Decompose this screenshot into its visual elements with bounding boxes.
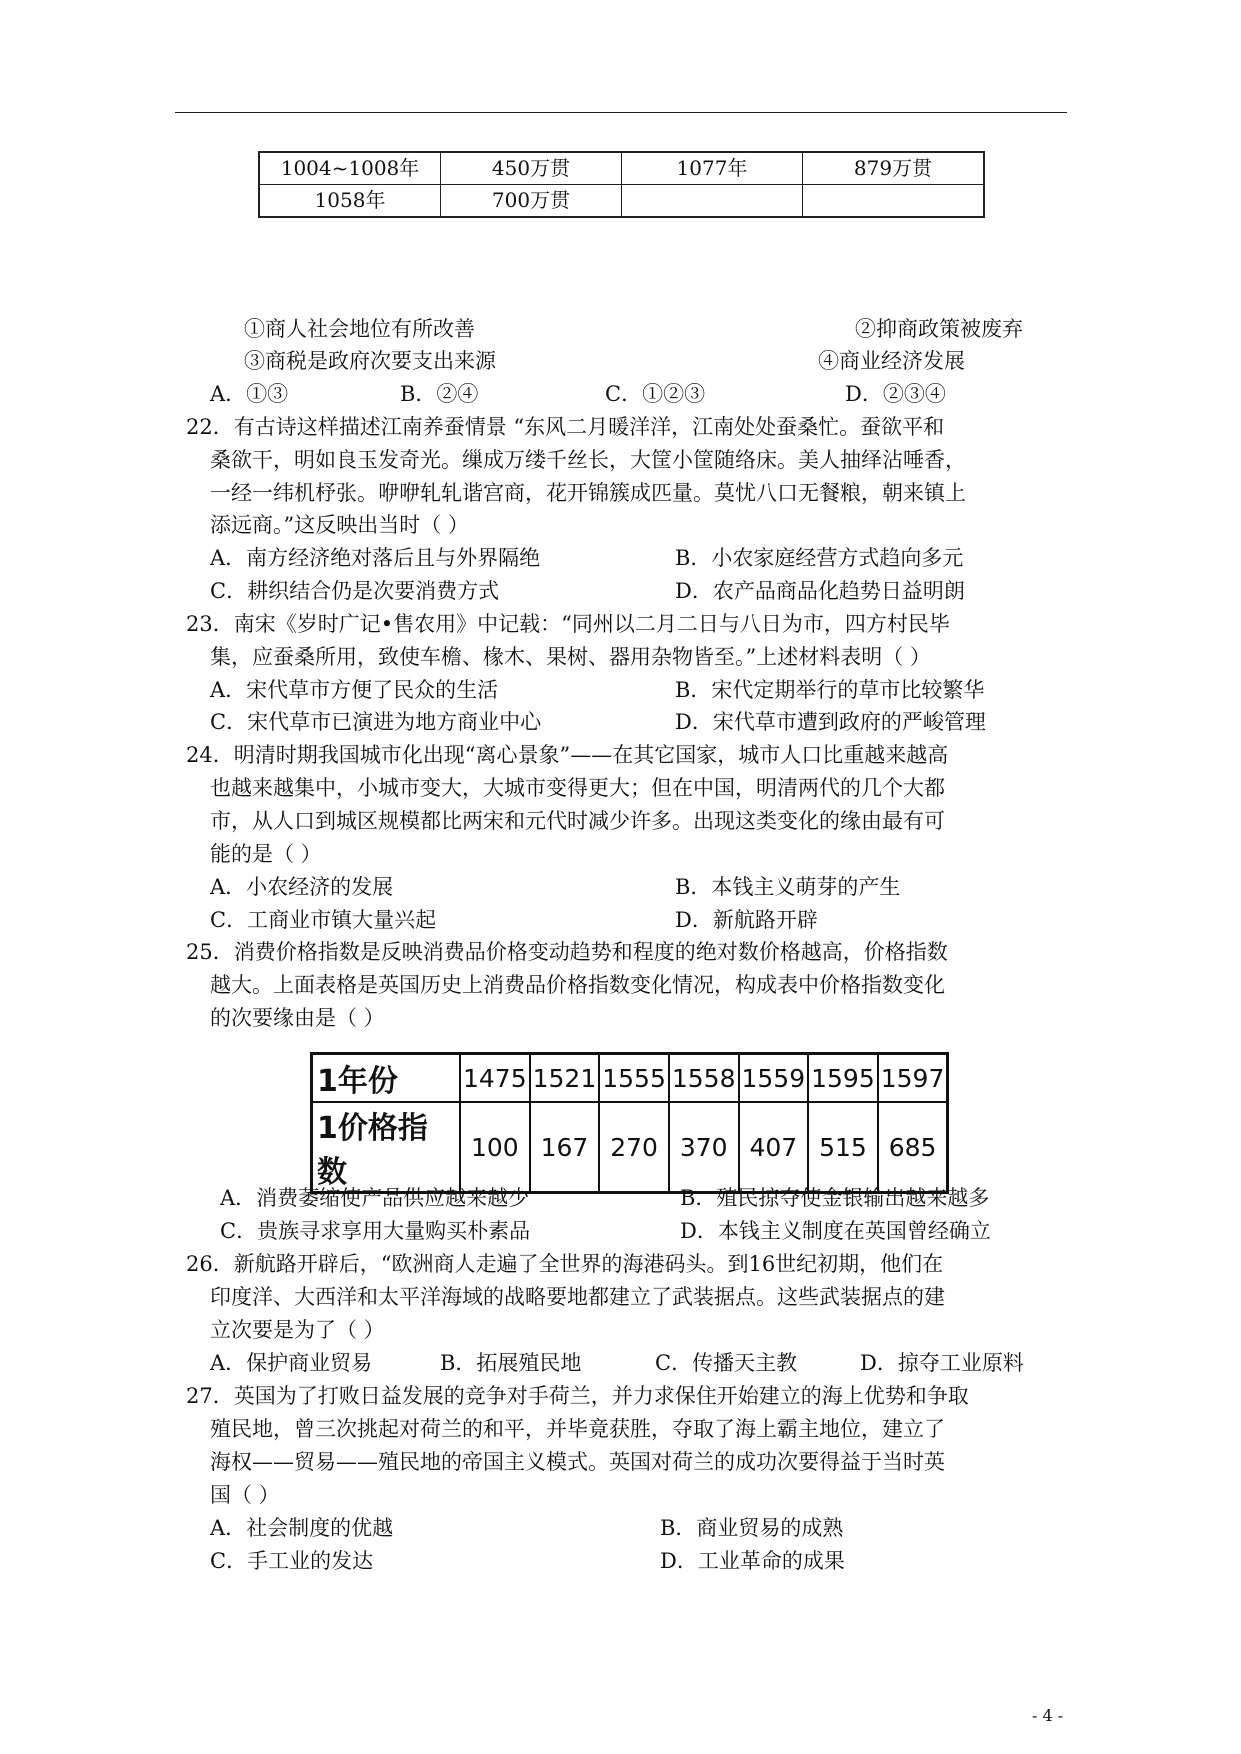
q24-option-d: D．新航路开辟 bbox=[675, 908, 818, 932]
q22-line: 桑欲干，明如良玉发奇光。缫成万缕千丝长，大筐小筐随络床。美人抽绎沾唾香， bbox=[210, 448, 966, 472]
q27-line: 国（ ） bbox=[210, 1483, 280, 1507]
q25-option-c: C．贵族寻求享用大量购买朴素品 bbox=[220, 1219, 531, 1243]
table-cell: 1597 bbox=[878, 1054, 948, 1103]
table-cell: 1558 bbox=[669, 1054, 739, 1103]
table-cell: 1555 bbox=[599, 1054, 669, 1103]
q27-option-d: D．工业革命的成果 bbox=[660, 1549, 845, 1573]
q27-option-b: B．商业贸易的成熟 bbox=[660, 1516, 844, 1540]
q26-line: 立次要是为了（ ） bbox=[210, 1318, 385, 1342]
q22-option-c: C．耕织结合仍是次要消费方式 bbox=[210, 579, 500, 603]
q24-line: 也越来越集中，小城市变大，大城市变得更大；但在中国，明清两代的几个大都 bbox=[210, 776, 945, 800]
table-cell bbox=[803, 185, 985, 218]
q27-line: 海权——贸易——殖民地的帝国主义模式。英国对荷兰的成功次要得益于当时英 bbox=[210, 1450, 945, 1474]
table-cell: 685 bbox=[878, 1102, 948, 1193]
page-number: - 4 - bbox=[1032, 1706, 1064, 1725]
q27-option-c: C．手工业的发达 bbox=[210, 1549, 374, 1573]
q21-item-4: ④商业经济发展 bbox=[818, 349, 965, 373]
q23-option-c: C．宋代草市已演进为地方商业中心 bbox=[210, 710, 542, 734]
q23-option-a: A．宋代草市方便了民众的生活 bbox=[210, 678, 499, 702]
table-cell: 370 bbox=[669, 1102, 739, 1193]
q21-item-2: ②抑商政策被废弃 bbox=[855, 317, 1023, 341]
q21-option-b: B．②④ bbox=[400, 382, 479, 406]
q26-option-d: D．掠夺工业原料 bbox=[860, 1351, 1024, 1375]
table-cell: 1521 bbox=[530, 1054, 600, 1103]
table-cell: 879万贯 bbox=[803, 152, 985, 185]
table-cell: 1004~1008年 bbox=[259, 152, 441, 185]
table-cell: 450万贯 bbox=[441, 152, 622, 185]
header-rule bbox=[175, 112, 1067, 113]
q24-line: 市，从人口到城区规模都比两宋和元代时减少许多。出现这类变化的缘由最有可 bbox=[210, 809, 945, 833]
table-cell: 1077年 bbox=[622, 152, 803, 185]
q22-line: 一经一纬机杼张。咿咿轧轧谐宫商，花开锦簇成匹量。莫忧八口无餐粮，朝来镇上 bbox=[210, 481, 966, 505]
table-cell: 1559 bbox=[739, 1054, 809, 1103]
q22-line: 22．有古诗这样描述江南养蚕情景 “东风二月暖洋洋，江南处处蚕桑忙。蚕欲平和 bbox=[186, 415, 945, 439]
q26-line: 印度洋、大西洋和太平洋海域的战略要地都建立了武装据点。这些武装据点的建 bbox=[210, 1285, 945, 1309]
q26-option-c: C．传播天主教 bbox=[655, 1351, 798, 1375]
table-row bbox=[312, 1054, 948, 1103]
tax-revenue-table bbox=[258, 151, 985, 218]
q23-line: 23．南宋《岁时广记•售农用》中记载：“同州以二月二日与八日为市，四方村民毕 bbox=[186, 612, 950, 636]
q25-option-a: A．消费萎缩使产品供应越来越少 bbox=[220, 1186, 530, 1210]
table-cell: 167 bbox=[530, 1102, 600, 1193]
q22-line: 添远商。”这反映出当时（ ） bbox=[210, 513, 469, 537]
q25-option-b: B．殖民掠夺使金银输出越来越多 bbox=[680, 1186, 990, 1210]
q23-line: 集，应蚕桑所用，致使车檐、椽木、果树、器用杂物皆至。”上述材料表明（ ） bbox=[210, 645, 931, 669]
table-cell: 515 bbox=[808, 1102, 878, 1193]
q24-option-c: C．工商业市镇大量兴起 bbox=[210, 908, 437, 932]
q21-option-a: A．①③ bbox=[210, 382, 289, 406]
table-row bbox=[312, 1102, 948, 1193]
q25-line: 25．消费价格指数是反映消费品价格变动趋势和程度的绝对数价格越高，价格指数 bbox=[186, 940, 948, 964]
q22-option-b: B．小农家庭经营方式趋向多元 bbox=[675, 546, 964, 570]
q22-option-d: D．农产品商品化趋势日益明朗 bbox=[675, 579, 965, 603]
table-row bbox=[259, 185, 984, 218]
table-cell: 1058年 bbox=[259, 185, 441, 218]
table-cell bbox=[622, 185, 803, 218]
table-header: 1年份 bbox=[312, 1054, 461, 1103]
q24-line: 24．明清时期我国城市化出现“离心景象”——在其它国家，城市人口比重越来越高 bbox=[186, 743, 949, 767]
price-index-table bbox=[310, 1052, 949, 1194]
table-cell: 270 bbox=[599, 1102, 669, 1193]
table-cell: 1595 bbox=[808, 1054, 878, 1103]
q26-option-b: B．拓展殖民地 bbox=[440, 1351, 582, 1375]
q22-option-a: A．南方经济绝对落后且与外界隔绝 bbox=[210, 546, 541, 570]
q25-line: 的次要缘由是（ ） bbox=[210, 1006, 385, 1030]
q21-item-3: ③商税是政府次要支出来源 bbox=[244, 349, 496, 373]
q26-option-a: A．保护商业贸易 bbox=[210, 1351, 373, 1375]
q21-option-d: D．②③④ bbox=[845, 382, 946, 406]
q27-line: 27．英国为了打败日益发展的竞争对手荷兰，并力求保住开始建立的海上优势和争取 bbox=[186, 1384, 969, 1408]
q26-line: 26．新航路开辟后，“欧洲商人走遍了全世界的海港码头。到16世纪初期，他们在 bbox=[186, 1252, 944, 1276]
table-cell: 1475 bbox=[460, 1054, 530, 1103]
q27-line: 殖民地，曾三次挑起对荷兰的和平，并毕竟获胜，夺取了海上霸主地位，建立了 bbox=[210, 1417, 945, 1441]
q23-option-d: D．宋代草市遭到政府的严峻管理 bbox=[675, 710, 986, 734]
q25-line: 越大。上面表格是英国历史上消费品价格指数变化情况，构成表中价格指数变化 bbox=[210, 973, 945, 997]
table-header: 1价格指数 bbox=[312, 1102, 461, 1193]
q24-option-b: B．本钱主义萌芽的产生 bbox=[675, 875, 901, 899]
q25-option-d: D．本钱主义制度在英国曾经确立 bbox=[680, 1219, 991, 1243]
q23-option-b: B．宋代定期举行的草市比较繁华 bbox=[675, 678, 985, 702]
table-row bbox=[259, 152, 984, 185]
table-cell: 407 bbox=[739, 1102, 809, 1193]
table-cell: 700万贯 bbox=[441, 185, 622, 218]
q27-option-a: A．社会制度的优越 bbox=[210, 1516, 394, 1540]
table-cell: 100 bbox=[460, 1102, 530, 1193]
q24-line: 能的是（ ） bbox=[210, 842, 322, 866]
q24-option-a: A．小农经济的发展 bbox=[210, 875, 394, 899]
q21-item-1: ①商人社会地位有所改善 bbox=[244, 317, 475, 341]
q21-option-c: C．①②③ bbox=[605, 382, 706, 406]
